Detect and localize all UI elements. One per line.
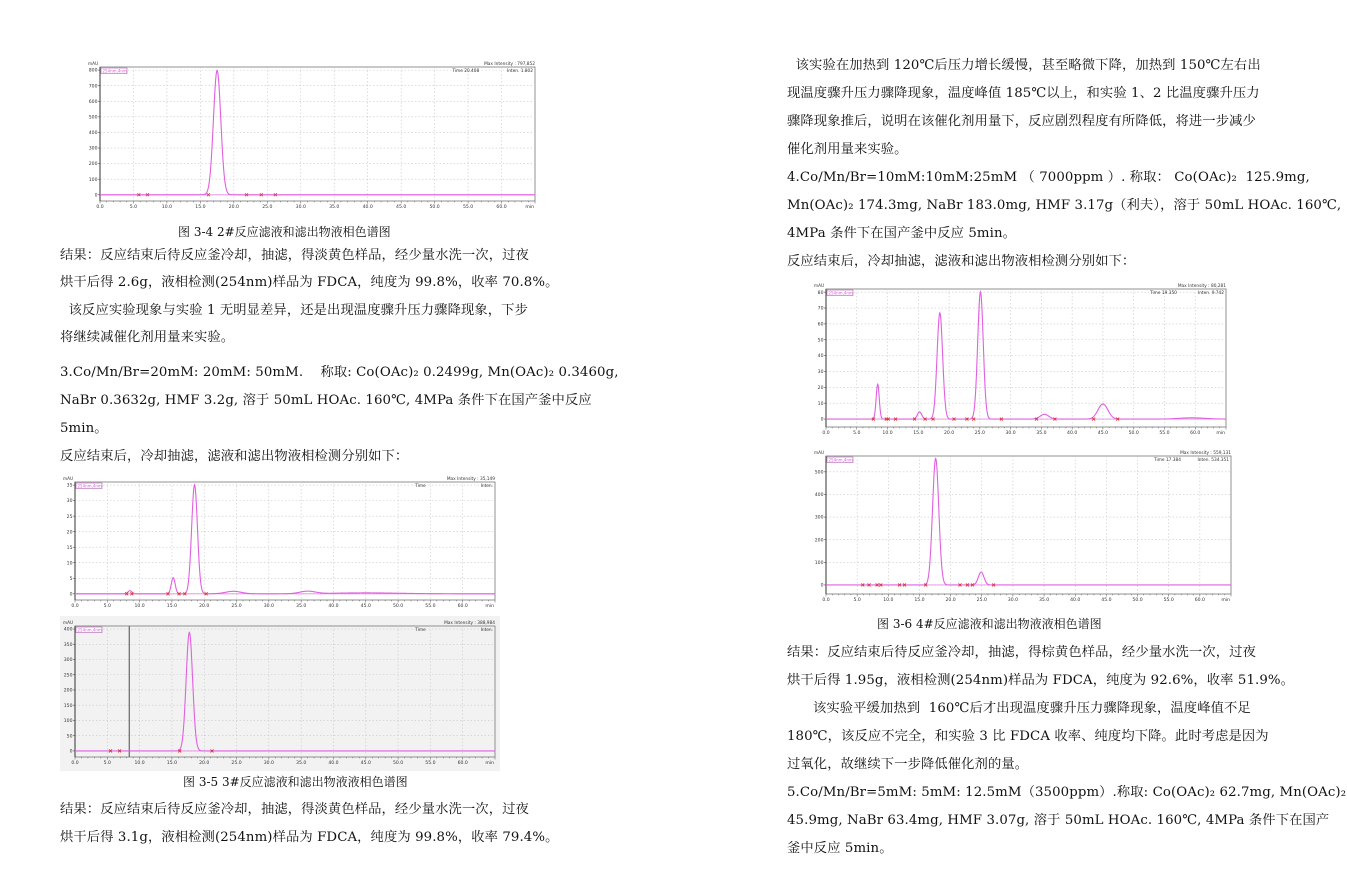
svg-text:0: 0 xyxy=(69,592,73,598)
svg-text:mAU: mAU xyxy=(88,61,99,66)
svg-text:20.0: 20.0 xyxy=(199,604,210,609)
svg-text:60.0: 60.0 xyxy=(1190,431,1201,436)
chromatogram-svg xyxy=(60,472,500,614)
svg-text:0.0: 0.0 xyxy=(71,604,79,609)
svg-text:5.0: 5.0 xyxy=(103,604,111,609)
chromatogram-svg xyxy=(60,616,500,771)
svg-text:40.0: 40.0 xyxy=(328,761,339,766)
chromatogram-fig3-5-solid xyxy=(60,616,500,771)
svg-text:200: 200 xyxy=(88,162,98,168)
figure-caption-3-6: 图 3-6 4#反应滤液和滤出物液液相色谱图 xyxy=(877,617,1102,631)
result-2-line-2: 烘干后得 2.6g，液相检测(254nm)样品为 FDCA，纯度为 99.8%，收率 70.8%。 xyxy=(60,275,559,290)
svg-text:150: 150 xyxy=(63,703,73,709)
svg-text:50.0: 50.0 xyxy=(392,761,404,766)
svg-text:60.0: 60.0 xyxy=(457,761,468,766)
result-3-line-2: 烘干后得 3.1g，液相检测(254nm)样品为 FDCA，纯度为 99.8%，收率 79.4%。 xyxy=(60,830,559,845)
svg-text:200: 200 xyxy=(814,538,824,544)
note-4-line-3: 过氧化，故继续下一步降低催化剂的量。 xyxy=(787,757,1029,772)
svg-text:400: 400 xyxy=(814,493,824,499)
svg-text:20.0: 20.0 xyxy=(945,598,956,603)
note-3-line-3: 骤降现象推后，说明在该催化剂用量下，反应剧烈程度有所降低，将进一步减少 xyxy=(787,114,1256,129)
svg-text:50.0: 50.0 xyxy=(1132,598,1143,603)
result-4-line-1: 结果：反应结束后待反应釜冷却，抽滤，得棕黄色样品，经少量水洗一次，过夜 xyxy=(787,645,1256,660)
exp-3-line-2: NaBr 0.3632g, HMF 3.2g, 溶于 50mL HOAc. 160℃, 4MPa 条件下在国产釜中反应 xyxy=(60,393,592,408)
svg-text:Time 17.384: Time 17.384 xyxy=(1154,458,1181,463)
svg-text:55.0: 55.0 xyxy=(425,604,436,609)
exp-4-line-1: 4.Co/Mn/Br=10mM:10mM:25mM （ 7000ppm ）. 称取： Co(OAc)₂ 125.9mg, xyxy=(787,170,1310,185)
note-4-line-2: 180℃，该反应不完全，和实验 3 比 FDCA 收率、纯度均下降。此时考虑是因为 xyxy=(787,729,1269,744)
svg-text:mAU: mAU xyxy=(814,450,825,455)
svg-text:15.0: 15.0 xyxy=(913,431,924,436)
svg-text:10.0: 10.0 xyxy=(883,598,894,603)
svg-text:40.0: 40.0 xyxy=(1067,431,1078,436)
svg-text:Max Intensity : 388,984: Max Intensity : 388,984 xyxy=(444,621,495,626)
svg-text:55.0: 55.0 xyxy=(1163,598,1174,603)
svg-text:mAU: mAU xyxy=(63,620,74,625)
svg-text:100: 100 xyxy=(63,719,73,725)
svg-text:300: 300 xyxy=(88,146,98,152)
svg-text:min: min xyxy=(485,761,494,766)
svg-text:45.0: 45.0 xyxy=(360,604,371,609)
svg-text:Inten. 9.742: Inten. 9.742 xyxy=(1197,291,1224,296)
svg-text:35.0: 35.0 xyxy=(1038,598,1050,603)
svg-text:45.0: 45.0 xyxy=(360,761,371,766)
chromatogram-fig3-6-solid xyxy=(811,446,1236,608)
exp-3-after: 反应结束后，冷却抽滤，滤液和滤出物液相检测分别如下： xyxy=(60,449,409,464)
svg-text:300: 300 xyxy=(814,515,824,521)
svg-text:min: min xyxy=(485,604,494,609)
svg-text:35: 35 xyxy=(66,483,73,489)
svg-text:Max Intensity : 35,149: Max Intensity : 35,149 xyxy=(446,477,495,482)
svg-text:500: 500 xyxy=(88,115,98,121)
result-2-line-1: 结果：反应结束后待反应釜冷却，抽滤，得淡黄色样品，经少量水洗一次，过夜 xyxy=(60,248,529,263)
svg-text:25: 25 xyxy=(66,514,73,520)
svg-text:Max Intensity : 797,852: Max Intensity : 797,852 xyxy=(484,62,535,67)
svg-text:5.0: 5.0 xyxy=(129,205,138,210)
svg-text:Max Intensity : 559,131: Max Intensity : 559,131 xyxy=(1180,451,1231,456)
chromatogram-fig3-5-filtrate xyxy=(60,472,500,614)
svg-text:40: 40 xyxy=(817,354,824,360)
svg-text:80: 80 xyxy=(817,290,824,296)
svg-text:10: 10 xyxy=(817,401,824,407)
svg-text:30: 30 xyxy=(66,499,73,505)
svg-text:0: 0 xyxy=(69,749,73,755)
svg-text:254nm,4nm: 254nm,4nm xyxy=(77,483,102,489)
exp-5-line-2: 45.9mg, NaBr 63.4mg, HMF 3.07g, 溶于 50mL HOAc. 160℃, 4MPa 条件下在国产 xyxy=(787,813,1330,828)
svg-text:min: min xyxy=(1221,598,1230,603)
svg-text:60.0: 60.0 xyxy=(496,205,507,210)
svg-text:30.0: 30.0 xyxy=(263,761,274,766)
svg-text:mAU: mAU xyxy=(814,283,825,288)
svg-text:45.0: 45.0 xyxy=(1097,431,1109,436)
svg-text:Time: Time xyxy=(415,628,426,633)
svg-text:40.0: 40.0 xyxy=(362,205,373,210)
svg-text:50: 50 xyxy=(817,338,824,344)
chromatogram-svg xyxy=(85,57,540,215)
svg-text:45.0: 45.0 xyxy=(1101,598,1112,603)
svg-text:Inten. 534.351: Inten. 534.351 xyxy=(1197,458,1229,463)
svg-text:300: 300 xyxy=(63,658,73,664)
svg-text:15.0: 15.0 xyxy=(166,604,178,609)
result-4-line-2: 烘干后得 1.95g，液相检测(254nm)样品为 FDCA，纯度为 92.6%，收率 51.9%。 xyxy=(787,673,1295,688)
svg-text:200: 200 xyxy=(63,688,73,694)
chromatogram-svg xyxy=(811,279,1231,441)
note-3-line-2: 现温度骤升压力骤降现象，温度峰值 185℃以上，和实验 1、2 比温度骤升压力 xyxy=(787,86,1260,101)
svg-text:20.0: 20.0 xyxy=(943,431,955,436)
svg-text:mAU: mAU xyxy=(63,476,74,481)
svg-text:400: 400 xyxy=(88,131,98,137)
svg-text:800: 800 xyxy=(88,68,98,74)
svg-text:25.0: 25.0 xyxy=(974,431,985,436)
svg-text:30.0: 30.0 xyxy=(1007,598,1019,603)
svg-text:35.0: 35.0 xyxy=(1036,431,1047,436)
svg-text:0.0: 0.0 xyxy=(96,205,104,210)
svg-text:35.0: 35.0 xyxy=(329,205,340,210)
svg-text:0: 0 xyxy=(820,583,824,589)
svg-text:55.0: 55.0 xyxy=(462,205,474,210)
svg-text:254nm,4nm: 254nm,4nm xyxy=(102,68,127,74)
svg-text:50.0: 50.0 xyxy=(1128,431,1139,436)
exp-4-line-2: Mn(OAc)₂ 174.3mg, NaBr 183.0mg, HMF 3.17g（利夫），溶于 50mL HOAc. 160℃, xyxy=(787,198,1342,213)
note-2-line-1: 该反应实验现象与实验 1 无明显差异，还是出现温度骤升压力骤降现象，下步 xyxy=(60,303,528,318)
svg-text:55.0: 55.0 xyxy=(425,761,436,766)
note-4-line-1: 该实验平缓加热到 160℃后才出现温度骤升压力骤降现象，温度峰值不足 xyxy=(787,701,1251,716)
svg-text:50: 50 xyxy=(66,734,73,740)
svg-text:30.0: 30.0 xyxy=(1005,431,1016,436)
exp-5-line-3: 釜中反应 5min。 xyxy=(787,841,893,856)
svg-text:40.0: 40.0 xyxy=(1070,598,1081,603)
svg-text:Time 20.408: Time 20.408 xyxy=(452,69,480,74)
svg-text:Inten.: Inten. xyxy=(480,628,493,633)
svg-text:25.0: 25.0 xyxy=(262,205,273,210)
svg-text:254nm,4nm: 254nm,4nm xyxy=(828,457,853,463)
note-2-line-2: 将继续减催化剂用量来实验。 xyxy=(60,330,235,345)
svg-text:60.0: 60.0 xyxy=(457,604,468,609)
svg-text:5.0: 5.0 xyxy=(853,431,861,436)
svg-text:15.0: 15.0 xyxy=(166,761,178,766)
svg-text:20: 20 xyxy=(66,530,73,536)
svg-text:20: 20 xyxy=(817,385,824,391)
exp-3-line-1: 3.Co/Mn/Br=20mM: 20mM: 50mM. 称取: Co(OAc)₂ 0.2499g, Mn(OAc)₂ 0.3460g, xyxy=(60,365,619,380)
exp-5-line-1: 5.Co/Mn/Br=5mM: 5mM: 12.5mM（3500ppm）.称取: Co(OAc)₂ 62.7mg, Mn(OAc)₂ xyxy=(787,785,1347,800)
svg-text:Inten.: Inten. xyxy=(480,484,493,489)
svg-text:50.0: 50.0 xyxy=(429,205,440,210)
svg-text:Time: Time xyxy=(415,484,426,489)
chromatogram-fig3-6-filtrate xyxy=(811,279,1231,441)
svg-text:Time 19.350: Time 19.350 xyxy=(1150,291,1177,296)
svg-text:500: 500 xyxy=(814,470,824,476)
svg-text:10.0: 10.0 xyxy=(134,604,145,609)
svg-text:10: 10 xyxy=(66,561,73,567)
note-3-line-1: 该实验在加热到 120℃后压力增长缓慢，甚至略微下降，加热到 150℃左右出 xyxy=(787,58,1261,73)
svg-text:15.0: 15.0 xyxy=(914,598,925,603)
svg-text:250: 250 xyxy=(63,673,73,679)
svg-text:30.0: 30.0 xyxy=(295,205,306,210)
svg-text:25.0: 25.0 xyxy=(976,598,987,603)
svg-text:400: 400 xyxy=(63,627,73,633)
exp-3-line-3: 5min。 xyxy=(60,421,108,436)
svg-text:0.0: 0.0 xyxy=(822,598,830,603)
svg-text:254nm,4nm: 254nm,4nm xyxy=(828,290,853,296)
svg-text:254nm,4nm: 254nm,4nm xyxy=(77,627,102,633)
svg-text:50.0: 50.0 xyxy=(392,604,404,609)
svg-text:40.0: 40.0 xyxy=(328,604,339,609)
result-3-line-1: 结果：反应结束后待反应釜冷却，抽滤，得淡黄色样品，经少量水洗一次，过夜 xyxy=(60,802,529,817)
svg-text:35.0: 35.0 xyxy=(296,604,307,609)
note-3-line-4: 催化剂用量来实验。 xyxy=(787,142,908,157)
svg-text:30: 30 xyxy=(817,370,824,376)
svg-text:70: 70 xyxy=(817,306,824,312)
svg-text:0.0: 0.0 xyxy=(71,761,79,766)
figure-caption-3-4: 图 3-4 2#反应滤液和滤出物液相色谱图 xyxy=(178,225,391,239)
exp-4-line-3: 4MPa 条件下在国产釜中反应 5min。 xyxy=(787,226,1017,241)
chromatogram-svg xyxy=(811,446,1236,608)
svg-text:45.0: 45.0 xyxy=(396,205,407,210)
svg-text:min: min xyxy=(1216,431,1225,436)
svg-text:700: 700 xyxy=(88,84,98,90)
svg-text:60.0: 60.0 xyxy=(1194,598,1205,603)
svg-text:Max Intensity : 80,281: Max Intensity : 80,281 xyxy=(1177,284,1226,289)
figure-caption-3-5: 图 3-5 3#反应滤液和滤出物液液相色谱图 xyxy=(183,775,408,789)
svg-text:15: 15 xyxy=(66,545,73,551)
svg-text:10.0: 10.0 xyxy=(161,205,173,210)
exp-4-after: 反应结束后，冷却抽滤，滤液和滤出物液相检测分别如下： xyxy=(787,254,1136,269)
svg-text:30.0: 30.0 xyxy=(263,604,274,609)
svg-text:5.0: 5.0 xyxy=(853,598,861,603)
svg-text:100: 100 xyxy=(88,177,98,183)
svg-text:20.0: 20.0 xyxy=(199,761,210,766)
svg-text:5.0: 5.0 xyxy=(103,761,111,766)
svg-text:600: 600 xyxy=(88,99,98,105)
svg-text:25.0: 25.0 xyxy=(231,761,242,766)
svg-text:60: 60 xyxy=(817,322,824,328)
svg-text:20.0: 20.0 xyxy=(228,205,239,210)
svg-text:0.0: 0.0 xyxy=(822,431,830,436)
svg-text:15.0: 15.0 xyxy=(195,205,206,210)
svg-text:350: 350 xyxy=(63,642,73,648)
svg-text:10.0: 10.0 xyxy=(134,761,145,766)
svg-text:Inten. 1.802: Inten. 1.802 xyxy=(506,69,533,74)
svg-text:5: 5 xyxy=(69,576,73,582)
svg-text:100: 100 xyxy=(814,560,824,566)
svg-text:10.0: 10.0 xyxy=(882,431,893,436)
svg-text:0: 0 xyxy=(820,417,824,423)
svg-text:25.0: 25.0 xyxy=(231,604,242,609)
svg-text:35.0: 35.0 xyxy=(296,761,307,766)
chromatogram-fig3-4 xyxy=(85,57,540,215)
svg-text:55.0: 55.0 xyxy=(1159,431,1170,436)
svg-text:min: min xyxy=(525,205,534,210)
svg-text:0: 0 xyxy=(94,193,98,199)
